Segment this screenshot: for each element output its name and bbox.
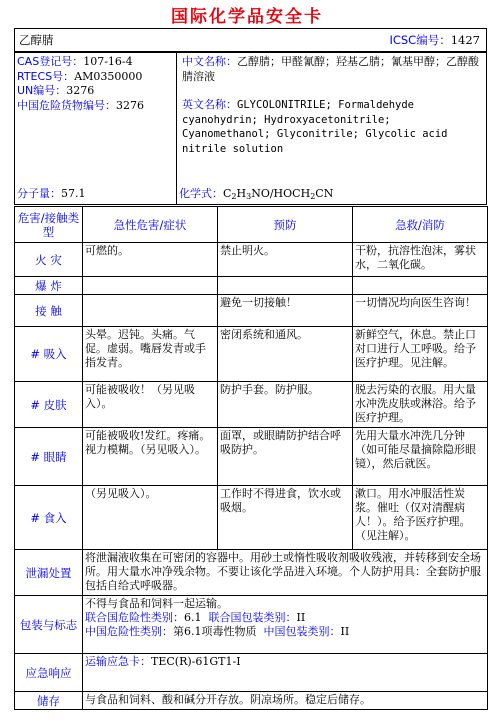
- table-header-row: [15, 207, 488, 243]
- table-row: 火 灾 可燃的。 禁止明火。 干粉，抗溶性泡沫，雾状水，二氧化碳。: [15, 243, 488, 277]
- col-header-first-aid: 急救/消防: [353, 207, 488, 243]
- molecular-weight: 分子量：57.1: [17, 187, 86, 200]
- rtecs-number: RTECS号：AM0350000: [17, 69, 143, 83]
- col-header-prevention: 预防: [218, 207, 353, 243]
- identification-block: [14, 52, 487, 205]
- un-number: UN编号：3276: [17, 84, 95, 97]
- chinese-name: 中文名称：乙醇腈；甲醛氰醇；羟基乙腈；氰基甲醇；乙醇酸腈溶液: [182, 55, 479, 83]
- table-row: # 吸入 头晕。迟钝。头痛。气促。虚弱。嘴唇发青或手指发青。 密闭系统和通风。 新鲜空气，休息。禁止口对口进行人工呼吸。给予医疗护理。见注解。: [15, 327, 488, 382]
- identifiers: [15, 53, 176, 204]
- header-row: [14, 28, 487, 52]
- col-header-symptoms: 急性危害/症状: [83, 207, 218, 243]
- hazard-table: [14, 206, 488, 710]
- cn-danger-number: 中国危险货物编号：3276: [17, 98, 144, 112]
- emergency-row: 应急响应 运输应急卡：TEC(R)-61GT1-I: [15, 654, 488, 692]
- storage-row: 储存 与食品和饲料、酸和碱分开存放。阴凉场所。稳定后储存。: [15, 692, 488, 710]
- table-row: # 眼睛 可能被吸收!发红。疼痛。视力模糊。（另见吸入）。 面罩，或眼睛防护结合呼吸防护。 先用大量水冲洗几分钟（如可能尽量摘除隐形眼镜），然后就医。: [15, 428, 488, 486]
- cas-number: CAS登记号：107-16-4: [17, 55, 133, 68]
- table-row: 接 触 避免一切接触！ 一切情况均向医生咨询！: [15, 295, 488, 327]
- table-row: # 皮肤 可能被吸收！（另见吸入）。 防护手套。防护服。 脱去污染的衣服。用大量水冲洗皮肤或淋浴。给予医疗护理。: [15, 382, 488, 428]
- icsc-number: ICSC编号：1427: [389, 33, 480, 47]
- table-row: 爆 炸: [15, 277, 488, 295]
- page-title: 国际化学品安全卡: [171, 7, 323, 27]
- table-row: # 食入 （另见吸入）。 工作时不得进食，饮水或吸烟。 漱口。用水冲服活性炭浆。催吐（仅对清醒病人！）。给予医疗护理。（见注解）。: [15, 486, 488, 550]
- col-header-type: 危害/接触类型: [15, 207, 83, 243]
- chemical-formula: 化学式：$C_2H_3NO/HOCH_2CN$: [179, 187, 334, 201]
- packaging-row: 包装与标志 不得与食品和饲料一起运输。 联合国危险性类别：6.1 联合国包装类别：II 中国危险性类别：第6.1项毒性物质 中国包装类别：II: [15, 596, 488, 654]
- column-divider: [176, 53, 177, 204]
- english-name: 英文名称：GLYCOLONITRILE; Formaldehyde cyanohydrin; Hydroxyacetonitrile; Cyanomethanol; Glyconitrile; Glycolic acid nitrile solution: [182, 98, 448, 155]
- chemical-name: 乙醇腈: [19, 33, 54, 47]
- spill-row: 泄漏处置 将泄漏液收集在可密闭的容器中。用砂土或惰性吸收剂吸收残液，并转移到安全场所。用大量水冲净残余物。不要让该化学品进入环境。个人防护用具：全套防护服包括自给式呼吸器。: [15, 550, 488, 596]
- names: [179, 53, 486, 204]
